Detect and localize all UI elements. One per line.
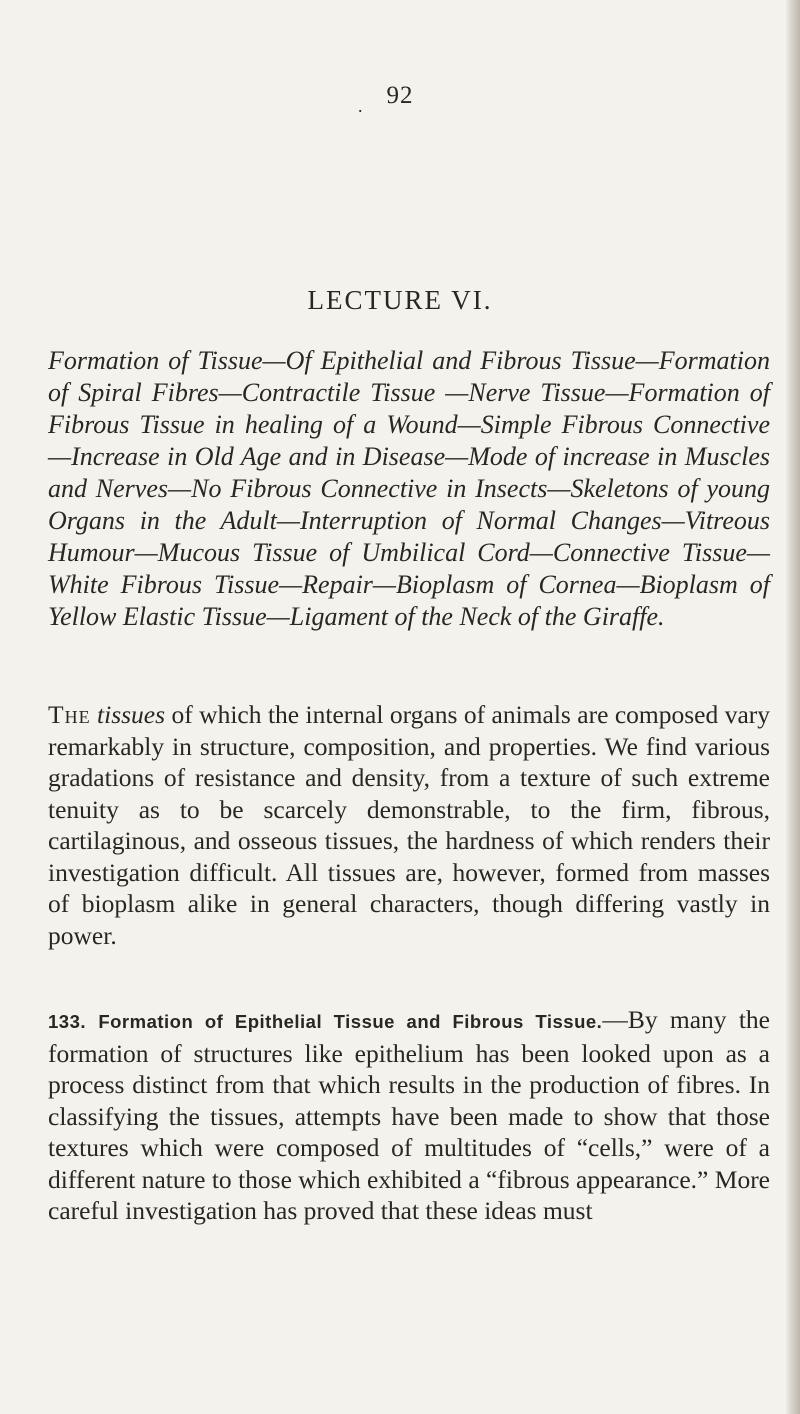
lecture-title: LECTURE VI. xyxy=(307,285,493,315)
intro-lead-word: The xyxy=(48,700,91,729)
intro-paragraph xyxy=(48,699,770,951)
lecture-synopsis: Formation of Tissue—Of Epithelial and Fibrous Tissue—Formation of Spiral Fibres—Contractile Tissue —Nerve Tissue—Formation of Fibrous Tissue in healing of a Wound—Simple Fibrous Connective —Increase in Old Age and in Disease—Mode of increase in Muscles and Nerves—No Fibrous Connective in Insects—Skeletons of young Organs in the Adult—Interruption of Normal Changes—Vitreous Humour—Mucous Tissue of Umbilical Cord—Connective Tissue—White Fibrous Tissue—Repair—Bioplasm of Cornea—Bioplasm of Yellow Elastic Tissue—Ligament of the Neck of the Giraffe. xyxy=(48,346,770,631)
page-number xyxy=(0,82,800,116)
intro-italic-word: tissues xyxy=(97,700,166,729)
intro-text: of which the internal organs of animals are composed vary remarkably in structure, composition, and properties. We find various gradations of resistance and density, from a texture of such extreme tenuity as to be scarcely demonstrable, to the firm, fibrous, cartilaginous, and osseous tissues, the hardness of which renders their investigation difficult. All tissues are, however, formed from masses of bioplasm alike in general characters, though differing vastly in power. xyxy=(48,700,770,950)
section-number: 133. xyxy=(48,1011,87,1032)
section-heading: Formation of Epithelial Tissue and Fibrous Tissue. xyxy=(98,1011,603,1032)
section-133-paragraph xyxy=(48,1004,770,1227)
page-edge-shadow xyxy=(786,0,800,1414)
page-mark: . xyxy=(358,96,364,116)
page-number-value: 92 xyxy=(386,82,414,109)
section-text: —By many the formation of structures like epithelium has been looked upon as a process distinct from that which results in the production of fibres. In classifying the tissues, attempts have been made to show that those textures which were composed of multitudes of “cells,” were of a different nature to those which exhibited a “fibrous appearance.” More careful investigation has proved that these ideas must xyxy=(48,1005,770,1225)
